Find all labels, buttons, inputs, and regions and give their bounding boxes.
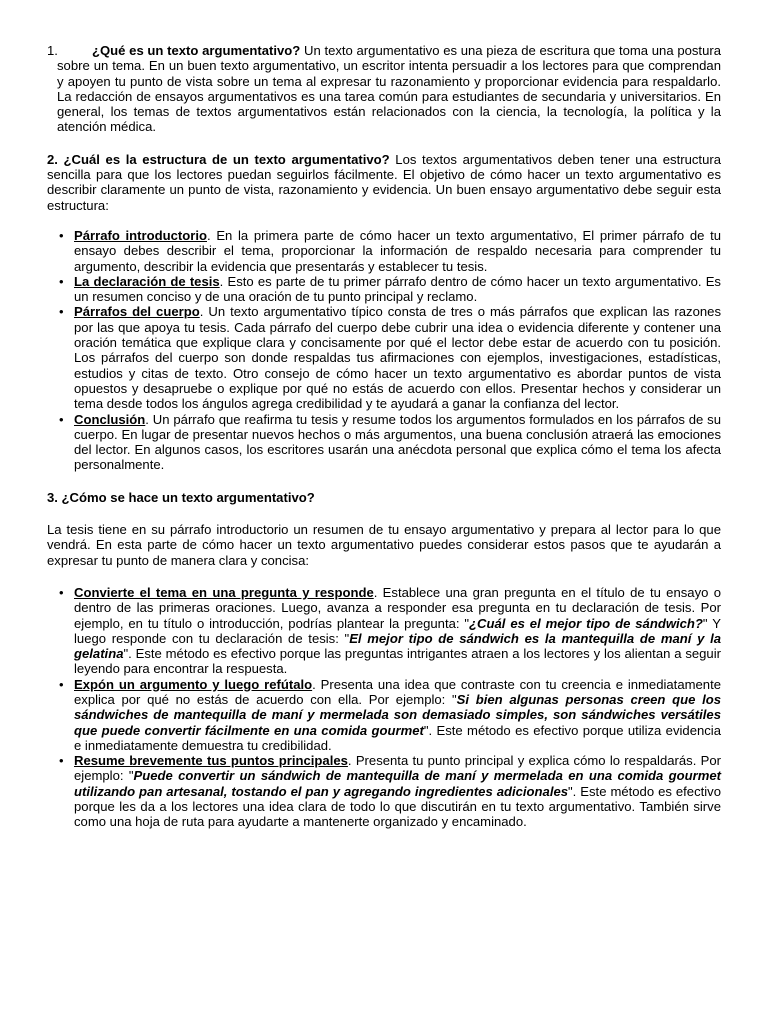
list-item-term: Conclusión bbox=[74, 411, 146, 427]
example-quote: Puede convertir un sándwich de mantequilla de maní y mermelada en una comida gourmet utilizando pan artesanal, tostando el pan y agregando ingredientes adicionales bbox=[74, 768, 721, 799]
list-item-term: Párrafos del cuerpo bbox=[74, 304, 200, 320]
section-3-list bbox=[47, 585, 721, 830]
section-1-title: ¿Qué es un texto argumentativo? bbox=[92, 43, 301, 58]
list-item: • Párrafos del cuerpo. Un texto argumentativo típico consta de tres o más párrafos que explican las razones por las que apoya tu tesis. Cada párrafo del cuerpo debe cubrir una idea o evidencia diferente y contener una oración temática que explique clara y concisamente por qué el lector debe estar de acuerdo con tu posición. Los párrafos del cuerpo son donde respaldas tus afirmaciones con ejemplos, investigaciones, estadísticas, estudios y citas de texto. Otro consejo de cómo hacer un texto argumentativo es abordar puntos de vista opuestos y desapruebe o explique por qué no estás de acuerdo con ellos. Presentar hechos y considerar un tema desde todos los ángulos agrega credibilidad y te ayudará a ganar la confianza del lector. bbox=[47, 304, 721, 411]
list-item-term: Párrafo introductorio bbox=[74, 227, 207, 243]
example-quote: El mejor tipo de sándwich es la mantequilla de maní y la gelatina bbox=[74, 630, 721, 662]
section-1-number: 1. bbox=[47, 43, 58, 58]
list-item-term: Expón un argumento y luego refútalo bbox=[74, 676, 313, 692]
list-item: • Resume brevemente tus puntos principales. Presenta tu punto principal y explica cómo lo respaldarás. Por ejemplo: "Puede convertir un sándwich de mantequilla de maní y mermelada en una comida gourmet utilizando pan artesanal, tostando el pan y agregando ingredientes adicionales". Este método es efectivo porque les da a los lectores una idea clara de todo lo que discutirán en tu texto argumentativo. También sirve como una hoja de ruta para ayudarte a mantenerte organizado y encaminado. bbox=[47, 753, 721, 829]
list-item: • Párrafo introductorio. En la primera parte de cómo hacer un texto argumentativo, El primer párrafo de tu ensayo debes describir el tema, proporcionar la información de respaldo necesaria para comprender tu argumento, describir la evidencia que presentarás y establecer tu tesis. bbox=[47, 228, 721, 274]
list-item: • Conclusión. Un párrafo que reafirma tu tesis y resume todos los argumentos formulados en los párrafos de su cuerpo. En lugar de presentar nuevos hechos o más argumentos, una buena conclusión atraerá las emociones del lector. En algunos casos, los escritores usarán una anécdota personal que explica cómo el tema los afecta personalmente. bbox=[47, 412, 721, 473]
example-quote: ¿Cuál es el mejor tipo de sándwich? bbox=[469, 615, 703, 631]
section-1 bbox=[47, 43, 721, 135]
section-2-title: 2. ¿Cuál es la estructura de un texto argumentativo? bbox=[47, 151, 390, 167]
list-item-term: La declaración de tesis bbox=[74, 273, 220, 289]
section-1-body: Un texto argumentativo es una pieza de escritura que toma una postura sobre un tema. En un buen texto argumentativo, un escritor intenta persuadir a los lectores para que comprendan y apoyen tu punto de vista sobre un tema al expresar tu razonamiento y proporcionar evidencia para respaldarlo. La redacción de ensayos argumentativos es una tarea común para estudiantes de secundaria y universitarios. En general, los temas de textos argumentativos están relacionados con la ciencia, la tecnología, la política y la atención médica. bbox=[57, 43, 721, 135]
list-item: • Convierte el tema en una pregunta y responde. Establece una gran pregunta en el título de tu ensayo o dentro de las primeras oraciones. Luego, avanza a responder esa pregunta en tu declaración de tesis. Por ejemplo, en tu título o introducción, podrías plantear la pregunta: "¿Cuál es el mejor tipo de sándwich?" Y luego responde con tu declaración de tesis: "El mejor tipo de sándwich es la mantequilla de maní y la gelatina". Este método es efectivo porque las preguntas intrigantes atraen a los lectores y los alientan a seguir leyendo para encontrar la respuesta. bbox=[47, 585, 721, 677]
section-2 bbox=[47, 152, 721, 213]
list-item-term: Convierte el tema en una pregunta y responde bbox=[74, 584, 374, 600]
example-quote: Si bien algunas personas creen que los sándwiches de mantequilla de maní y mermelada son demasiado simples, son sándwiches versátiles que puede convertir fácilmente en una comida gourmet bbox=[74, 691, 721, 738]
list-item: • La declaración de tesis. Esto es parte de tu primer párrafo dentro de cómo hacer un texto argumentativo. Es un resumen conciso y de una oración de tu punto principal y reclamo. bbox=[47, 274, 721, 305]
section-2-body: Los textos argumentativos deben tener una estructura sencilla para que los lectores puedan seguirlos fácilmente. El objetivo de cómo hacer un texto argumentativo es describir claramente un punto de vista, razonamiento y evidencia. Un buen ensayo argumentativo debe seguir esta estructura: bbox=[47, 151, 721, 213]
section-3-intro: La tesis tiene en su párrafo introductorio un resumen de tu ensayo argumentativo y prepara al lector para lo que vendrá. En esta parte de cómo hacer un texto argumentativo puedes considerar estos pasos que te ayudarán a expresar tu punto de manera clara y concisa: bbox=[47, 522, 721, 568]
list-item-term: Resume brevemente tus puntos principales bbox=[74, 753, 348, 769]
section-3-title: 3. ¿Cómo se hace un texto argumentativo? bbox=[47, 489, 315, 505]
section-2-list bbox=[47, 228, 721, 473]
list-item: • Expón un argumento y luego refútalo. Presenta una idea que contraste con tu creencia e inmediatamente explica por qué no estás de acuerdo con ella. Por ejemplo: "Si bien algunas personas creen que los sándwiches de mantequilla de maní y mermelada son demasiado simples, son sándwiches versátiles que puede convertir fácilmente en una comida gourmet". Este método es efectivo porque utiliza evidencia e inmediatamente demuestra tu credibilidad. bbox=[47, 677, 721, 753]
